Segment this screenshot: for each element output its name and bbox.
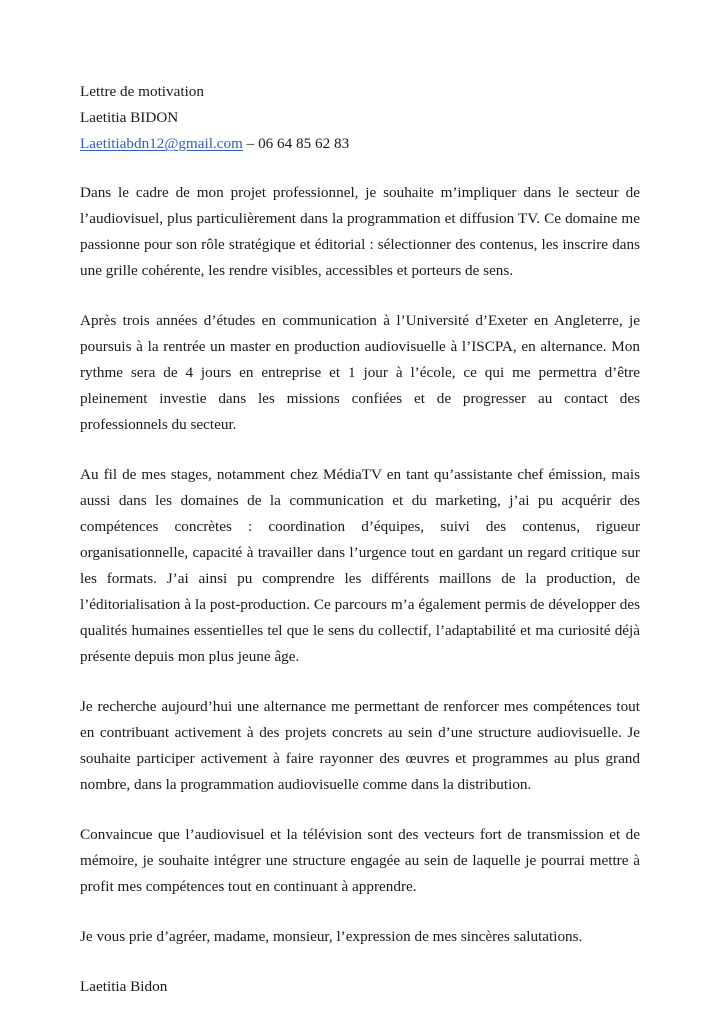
- paragraph-education: Après trois années d’études en communication à l’Université d’Exeter en Angleterre, je poursuis à la rentrée un master en production audiovisuelle à l’ISCPA, en alternance. Mon rythme sera de 4 jours en entreprise et 1 jour à l’école, ce qui me permettra d’être pleinement investie dans les missions confiées et de progresser au contact des professionnels du secteur.: [80, 312, 640, 433]
- paragraph-experience: Au fil de mes stages, notamment chez MédiaTV en tant qu’assistante chef émission, mais aussi dans les domaines de la communication et du marketing, j’ai pu acquérir des compétences concrètes : coordination d’équipes, suivi des contenus, rigueur organisationnelle, capacité à travailler dans l’urgence tout en gardant un regard critique sur les formats. J’ai ainsi pu comprendre les différents maillons de la production, de l’éditorialisation à la post-production. Ce parcours m’a également permis de développer des qualités humaines essentielles tel que le sens du collectif, l’adaptabilité et ma curiosité déjà présente depuis mon plus jeune âge.: [80, 466, 640, 665]
- letter-title: Lettre de motivation: [80, 83, 204, 100]
- paragraph-intro: Dans le cadre de mon projet professionnel, je souhaite m’impliquer dans le secteur de l’audiovisuel, plus particulièrement dans la programmation et diffusion TV. Ce domaine me passionne pour son rôle stratégique et éditorial : sélectionner des contenus, les inscrire dans une grille cohérente, les rendre visibles, accessibles et porteurs de sens.: [80, 184, 640, 279]
- paragraph-objective: Je recherche aujourd’hui une alternance me permettant de renforcer mes compétences tout en contribuant activement à des projets concrets au sein d’une structure audiovisuelle. Je souhaite participer activement à faire rayonner des œuvres et programmes au plus grand nombre, dans la programmation audiovisuelle comme dans la distribution.: [80, 698, 640, 793]
- phone-number: 06 64 85 62 83: [258, 135, 350, 152]
- signature: Laetitia Bidon: [80, 978, 168, 995]
- contact-separator: –: [242, 135, 259, 152]
- contact-line: [80, 131, 640, 157]
- letter-page: [80, 79, 640, 1000]
- email-link[interactable]: Laetitiabdn12@gmail.com: [80, 135, 243, 152]
- paragraph-motivation: Convaincue que l’audiovisuel et la télévision sont des vecteurs fort de transmission et de mémoire, je souhaite intégrer une structure engagée au sein de laquelle je pourrai mettre à profit mes compétences tout en continuant à apprendre.: [80, 826, 640, 895]
- paragraph-closing: Je vous prie d’agréer, madame, monsieur, l’expression de mes sincères salutations.: [80, 928, 583, 945]
- sender-name: Laetitia BIDON: [80, 109, 179, 126]
